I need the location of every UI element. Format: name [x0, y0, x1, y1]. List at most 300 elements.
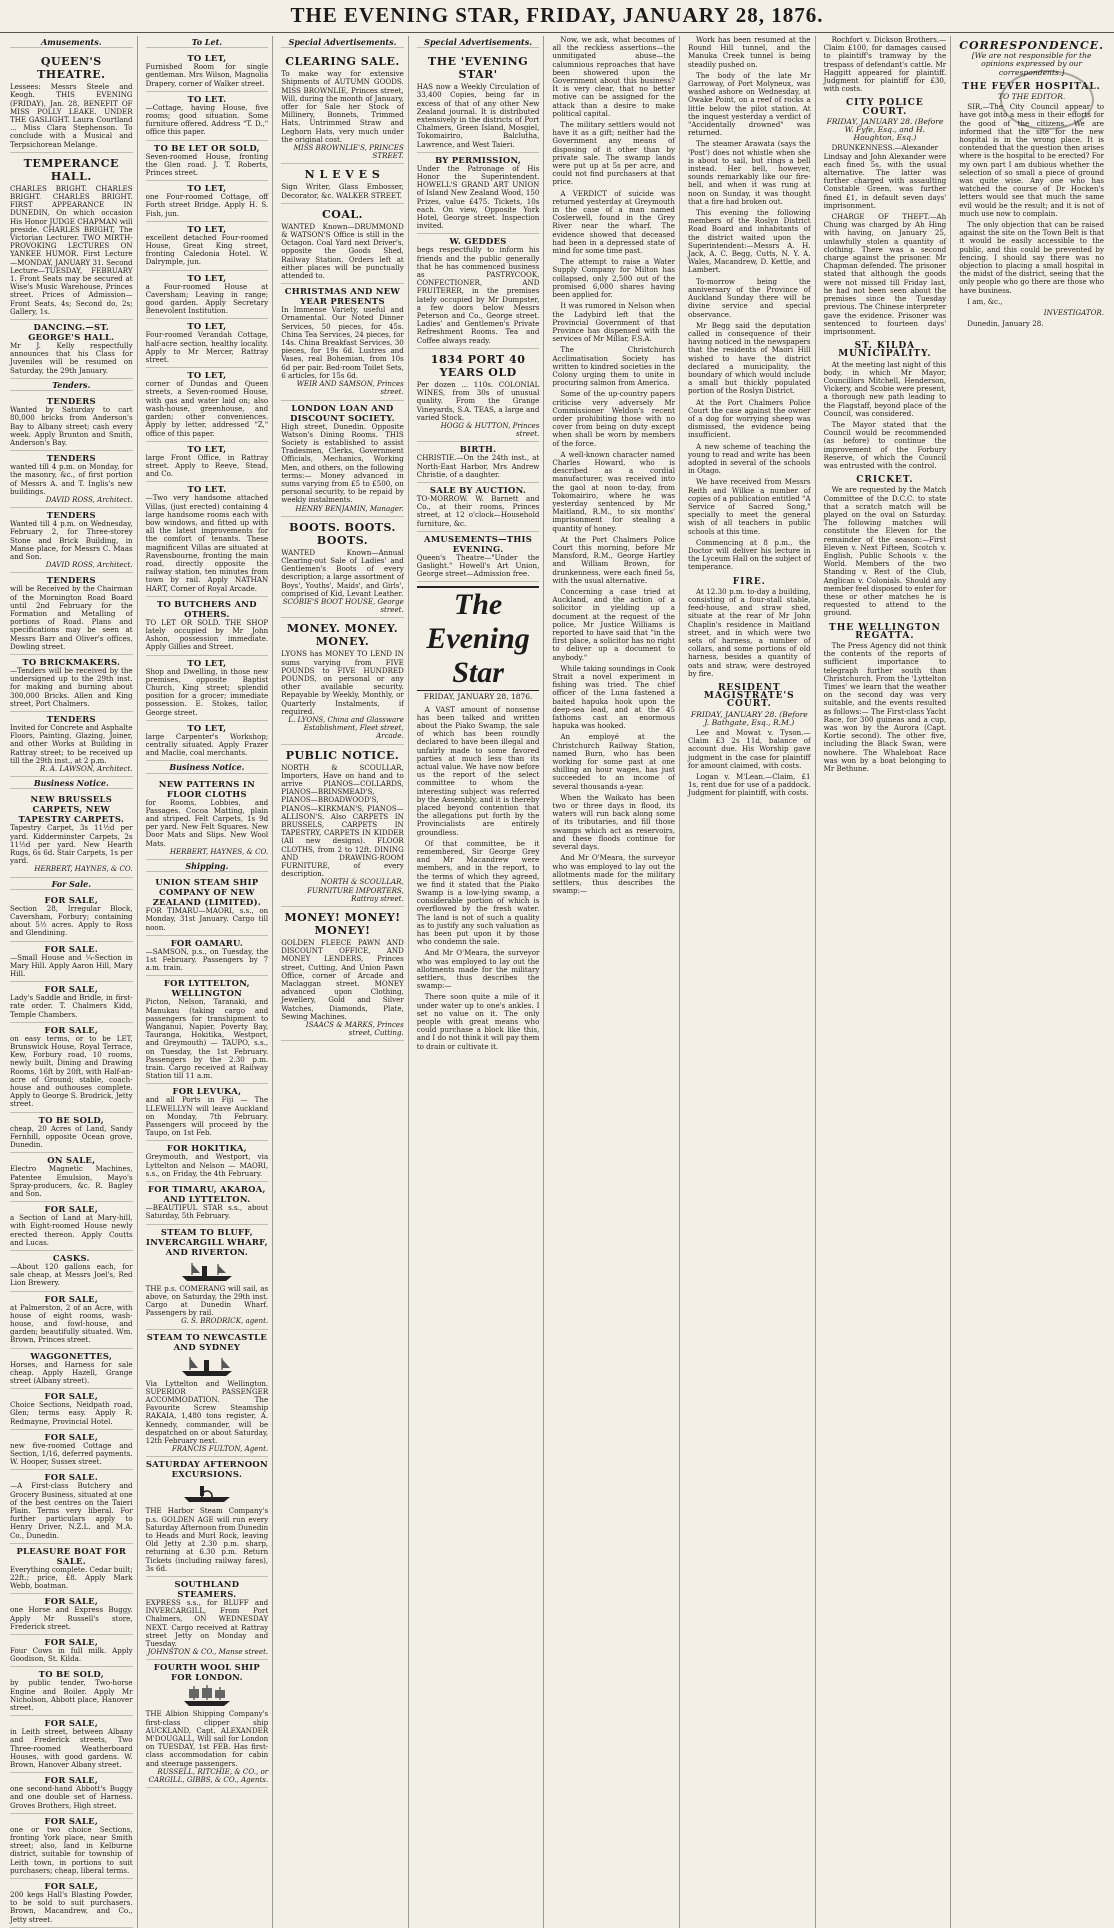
column-4 [413, 36, 545, 1928]
advert-heading: UNION STEAM SHIP COMPANY OF NEW ZEALAND (LIMITED). [152, 877, 262, 908]
advert-heading: WAGGONETTES, [30, 1350, 113, 1361]
advert-shipping [146, 976, 269, 1084]
advert-heading: CASKS. [52, 1252, 90, 1263]
advert-body: a Section of Land at Mary-hill, with Eight-roomed House newly erected thereon. Apply Coutts and Lucas. [10, 1213, 133, 1247]
advert-brickmakers [10, 655, 133, 712]
section-heading-business: Business Notice. [146, 763, 269, 773]
advert-body: on easy terms, or to be LET, Brunswick House, Royal Terrace, Kew, Forbury road, 10 rooms, newly built, Dining and Drawing Rooms, 16ft by 20ft, with Half-an-acre of Ground; stable, coach-house and outhouses complete. Apply to George S. Brodrick, Jetty street. [10, 1033, 133, 1109]
advert-body: HAS now a Weekly Circulation of 33,400 Copies, being far in excess of that of any other New Zealand journal. It is distributed extensively in the districts of Port Chalmers, Green Island, Mosgiel, Tokomairiro, Balclutha, Lawrence, and West Taieri. [416, 82, 540, 149]
article-paragraph: This evening the following members of the Roslyn District Road Board and inhabitants of the district waited upon the Superintendent:—Messrs A. H. Jack, A. C. Begg, Cutts, N. Y. A. Wales, Macandrew, D. Kettle, and Lambert. [687, 208, 811, 275]
st-kilda-heading: ST. KILDA MUNICIPALITY. [838, 341, 932, 360]
advert-heading: FOR SALE, [44, 1204, 99, 1215]
advert-heading: FOR SALE, [44, 1391, 99, 1402]
article-paragraph: A well-known character named Charles Howard, who is described as a cordial manufacturer, was received into the gaol at noon to-day, from Tokomairiro, where he was yesterday sentenced by Mr Maitland, R.M., to six months' imprisonment for stealing a quantity of honey. [552, 449, 675, 533]
advert-for-sale [10, 942, 133, 983]
advert-for-sale [10, 1113, 133, 1154]
advert-heading: FOR HOKITIKA, [166, 1143, 247, 1154]
article-paragraph: Now, we ask, what becomes of all the reckless assertions—the unmitigated abuse—the calumnious reproaches that have been showered upon the Government about this business? It is very clear, that no better motive can be assigned for the attack than a desire to make political capital. [552, 35, 675, 118]
advert-heading: FOR TIMARU, AKAROA, AND LYTTELTON. [148, 1184, 266, 1205]
notice-heading: BIRTH. [459, 444, 497, 455]
advert-pastrycook [417, 234, 540, 348]
advert-to-let [146, 319, 269, 368]
advert-body: Wanted till 4 p.m. on Wednesday, February 2, for Three-storey Stone and Brick Building, in Manse place, for Messrs C. Maas and Son. [10, 519, 133, 561]
section-heading-to-let: To Let. [146, 38, 269, 48]
advert-body: Per dozen ... 110s. COLONIAL WINES, from 30s of unusual quality. From the Grange Vineyards, S.A. TEAS, a large and varied Stock. [416, 379, 540, 422]
advert-heading: TO LET, [187, 443, 227, 454]
notice-body: TO-MORROW. W. Barnett and Co., at their rooms, Princes street, at 12 o'clock—Household furniture, &c. [416, 493, 540, 528]
advert-heading: TO LET, [187, 657, 227, 668]
advert-body: a Four-roomed House at Caversham; Leaving in range; good garden. Apply Secretary Benevolent Institution. [145, 281, 269, 316]
advert-shipping [146, 936, 269, 977]
advert-excursions [146, 1457, 269, 1577]
advert-body: Shop and Dwelling, in those new premises, opposite Baptist Church, King street; splendid position for a grocer; immediate possession. E. Stokes, tailor, George street. [145, 666, 269, 717]
advert-heading: FOURTH WOOL SHIP FOR LONDON. [153, 1662, 260, 1683]
advert-to-let [146, 482, 269, 596]
advert-heading: TENDERS [46, 453, 96, 464]
article-paragraph: And Mr O'Meara, the surveyor who was employed to lay out the allotments made for the military settlers, thus describes the swamp:— [416, 948, 540, 991]
article-paragraph: Lee and Mowat v. Tyson.—Claim £3 2s 11d, balance of account due. His Worship gave judgment in the case for plaintiff for amount claimed, with costs. [687, 728, 811, 770]
advert-pianos [281, 745, 404, 907]
advert-body: TO LET OR SOLD. THE SHOP lately occupied by Mr John Ashon, possession immediate. Apply Gillies and Street. [145, 617, 269, 652]
article-paragraph: Concerning a case tried at Auckland, and the action of a solicitor in yielding up a document at the request of the police, Mr Justice Williams is reported to have said that "in the first place, a solicitor has no right to deliver up a document to anybody." [552, 587, 675, 662]
advert-heading: FOR SALE, [44, 1024, 99, 1035]
advert-body: FOR TIMARU—MAORI, s.s., on Monday, 31st January. Cargo till noon. [145, 906, 269, 932]
advert-tender [10, 451, 133, 508]
advert-body: THE Albion Shipping Company's first-class clipper ship AUCKLAND, Capt. ALEXANDER M'DOUGALL, Will sail for London on TUESDAY, 1st FEB. Has first-class accommodation for cabin and steerage passengers. [145, 1709, 269, 1768]
article-paragraph: DRUNKENNESS.—Alexander Lindsay and John Alexander were each fined 5s, with the usual alternative. The latter was further charged with assaulting Constable Green, was further fined £1, in default seven days' imprisonment. [823, 143, 947, 210]
advert-to-let [146, 721, 269, 762]
article-paragraph: While taking soundings in Cook Strait a novel experiment in fishing was tried. The chief officer of the Luna fastened a baited hapuka hook upon the deep-sea lead, and at the 45 fathoms cast an enormous hapuka was hooked. [552, 663, 675, 731]
article-paragraph: A VAST amount of nonsense has been talked and written about the Piako Swamp, the sale of which has been roundly declared to have been illegal and unfairly made to some favored parties at much less than its actual value. We have now before us the report of the select committee to whom the interesting subject was referred by the Assembly, and it is thereby placed beyond contention that the allegations put forth by the Provincialists are entirely groundless. [416, 704, 540, 837]
advert-for-sale [10, 893, 133, 942]
advert-body: Seven-roomed House, fronting the Glen road. J. T. Roberts, Princes street. [145, 151, 269, 178]
advert-heading: FOR SALE, [44, 1775, 99, 1786]
advert-heading: TO BE SOLD, [38, 1114, 104, 1125]
advert-art-union [417, 153, 540, 235]
advert-body: Furnished Room for single gentleman. Mrs Wilson, Magnolia Drapery, corner of Walker street. [145, 62, 269, 88]
article-paragraph: The military settlers would not have it as a gift; neither had the Government any means of disposing of it other than by private sale. The swamp lands were put up at 5s per acre, and could not find purchasers at that price. [552, 120, 675, 187]
advert-body: large Front Office, in Rattray street. Apply to Reeve, Stead, and Co. [145, 452, 269, 479]
advert-body: new five-roomed Cottage and Section, 1/16, deferred payments. W. Hooper, Sussex street. [10, 1440, 133, 1467]
article-paragraph: The attempt to raise a Water Supply Company for Milton has collapsed, only 2,500 out of the promised 6,000 shares having been applied for. [552, 257, 675, 300]
advert-body: —SAMSON, p.s., on Tuesday, the 1st February. Passengers by 7 a.m. train. [145, 946, 269, 973]
advert-to-let [146, 442, 269, 483]
advert-signature: HOGG & HUTTON, Princes street. [440, 420, 540, 439]
advert-heading: FOR LEVUKA, [172, 1086, 242, 1097]
leading-article [417, 706, 540, 1051]
advert-heading: TO BUTCHERS AND OTHERS. [156, 598, 257, 619]
advert-body: in Leith street, between Albany and Frederick streets, Two Three-roomed Weatherboard Houses, with good gardens. W. Brown, Hanover Albany street. [10, 1727, 133, 1770]
notice-birth [417, 442, 540, 483]
advert-heading: BY PERMISSION, [435, 154, 522, 165]
advert-carpets [10, 792, 133, 877]
advert-signature: SCOBIE'S BOOT HOUSE, George street. [282, 596, 404, 615]
advert-heading: FOR SALE. [44, 1472, 99, 1483]
advert-signature: DAVID ROSS, Architect. [45, 560, 133, 570]
advert-heading: 1834 PORT 40 YEARS OLD [430, 352, 526, 379]
advert-loan-society [281, 401, 404, 517]
article-paragraph: It was rumored in Nelson when the Ladybird left that the Provincial Government of that Province has dispensed with the services of Mr Millar, F.S.A. [552, 301, 675, 344]
column-2 [142, 36, 274, 1928]
advert-signature: DAVID ROSS, Architect. [45, 494, 133, 504]
advert-heading: SATURDAY AFTERNOON EXCURSIONS. [145, 1459, 268, 1480]
advert-for-sale [10, 1879, 133, 1928]
advert-heading: TO BE LET OR SOLD, [153, 142, 260, 153]
advert-heading: TO LET, [187, 272, 227, 283]
advert-heading: PLEASURE BOAT FOR SALE. [16, 1545, 127, 1566]
advert-body: Mr J. Kelly respectfully announces that his Class for Juveniles will be resumed on Saturday, the 29th January. [10, 341, 133, 375]
advert-for-sale [10, 1716, 133, 1773]
advert-for-sale [10, 1202, 133, 1251]
advert-body: one Four-roomed Cottage, off Forth street Bridge. Apply H. S. Fish, jun. [145, 192, 269, 218]
advert-heading: TO LET. [187, 93, 227, 104]
article-paragraph: A new scheme of teaching the young to read and write has been adopted in several of the schools in Otago. [687, 441, 811, 476]
advert-body: THE p.s. COMERANG will sail, as above, on Saturday, the 29th inst. Cargo at Dunedin Wharf. Passengers by rail. [145, 1283, 269, 1318]
advert-body: Lessees: Messrs Steele and Keogh. THIS EVENING (FRIDAY), Jan. 28, BENEFIT OF MISS POLLY LEAKE. UNDER THE GASLIGHT. Laura Courtland ... Miss Clara Stephenson. To conclude with a Musical and Terpsichorean Melange. [10, 82, 133, 149]
advert-heading: TEMPERANCE HALL. [23, 156, 119, 183]
advert-heading: TO LET, [187, 183, 227, 194]
advert-heading: FOR SALE, [44, 1718, 99, 1729]
advert-signature: RUSSELL, RITCHIE, & CO., or CARGILL, GIBBS, & CO., Agents. [148, 1766, 269, 1785]
advert-dancing [10, 320, 133, 379]
advert-for-sale [10, 1773, 133, 1814]
article-paragraph: The Christchurch Acclimatisation Society has written to kindred societies in the Colony urging them to unite in procuring salmon from America. [552, 345, 675, 388]
advert-body: Electro Magnetic Machines, Patentee Emulsion, Mayo's Spray-producers, &c. R. Bagley and Son. [10, 1164, 133, 1198]
advert-golden-fleece [281, 907, 404, 1041]
advert-shipping [146, 1084, 269, 1141]
advert-body: Choice Sections, Neidpath road, Glen; terms easy. Apply R. Redmayne, Provincial Hotel. [10, 1400, 133, 1426]
police-court-date: FRIDAY, JANUARY 28. (Before W. Fyfe, Esq., and H. Houghton, Esq.) [826, 116, 944, 143]
advert-heading: BOOTS. BOOTS. BOOTS. [289, 520, 396, 547]
column-5 [548, 36, 680, 1928]
advert-signature: MISS BROWNLIE'S, PRINCES STREET. [293, 143, 404, 161]
court-heading: RESIDENT MAGISTRATE'S COURT. [703, 683, 795, 710]
advert-floor-cloths [146, 777, 269, 860]
advert-signature: R. A. LAWSON, Architect. [39, 764, 133, 773]
advert-for-sale [10, 1544, 133, 1595]
advert-body: Four Cows in full milk. Apply Goodison, St. Kilda. [10, 1646, 133, 1664]
section-heading-special: Special Advertisements. [281, 38, 404, 48]
advert-heading: FOR SALE, [44, 894, 99, 905]
article-paragraph: At the Port Chalmers Police Court the case against the owner of a dog for worrying sheep was dismissed, the evidence being insufficient. [687, 397, 811, 440]
advert-to-let [146, 51, 269, 92]
advert-to-let [146, 656, 269, 721]
masthead [0, 0, 1114, 33]
article-paragraph: We are requested by the Match Committee of the D.C.C. to state that a scratch match will be played on the oval on Saturday. The following matches will constitute the Eleven for the remainder of the season:—First Eleven v. Next Fifteen, Scotch v. English, Public Schools v. the World. Members of the two Standing v. Rest of the Club, Anglican v. Colonials. Should any member feel disposed to enter for these or other matches he is requested to attend to the ground. [823, 485, 947, 618]
advert-heading: FOR LYTTELTON, WELLINGTON [163, 978, 250, 999]
advert-tender [10, 573, 133, 655]
notice-auction [417, 483, 540, 532]
steamship-icon [178, 1355, 236, 1377]
advert-heading: TENDERS [46, 575, 96, 586]
advert-queens-theatre [10, 51, 133, 153]
article-paragraph: I am, &c., [967, 296, 1003, 306]
article-paragraph: There soon quite a mile of it under water up to one's ankles. I set no value on it. The only people with great means who could purchase a block like this, and I do not think it will pay them to drain or cultivate it. [416, 992, 540, 1051]
letter-place-date: Dunedin, January 28. [967, 319, 1044, 329]
advert-heading: TENDERS [46, 713, 96, 724]
advert-for-sale [10, 1251, 133, 1292]
advert-to-let [146, 368, 269, 441]
column-3 [277, 36, 409, 1928]
advert-body: —BEAUTIFUL STAR s.s., about Saturday, 5th February. [145, 1203, 269, 1221]
advert-body: large Carpenter's Workshop; centrally situated. Apply Frazer and Maclie, coal merchants. [145, 731, 269, 758]
advert-heading: FOR SALE, [44, 984, 99, 995]
advert-body: Picton, Nelson, Taranaki, and Manukau (taking cargo and passengers for transhipment to Wanganui, Napier, Poverty Bay, Tauranga, Hokitika, Westport, and Greymouth) — TAUPO, s.s., on Tuesday, the 1st February. Passengers by the 2.30 p.m. train. Cargo received at Railway Station till 11 a.m. [145, 997, 269, 1081]
section-heading-shipping: Shipping. [146, 862, 269, 872]
advert-body: In Immense Variety, useful and Ornamental. Our Noted Dinner Services, 50 pieces, for 45s. China Tea Services, 24 pieces, for 14s. China Breakfast Services, 30 pieces, for 19s 6d. Lustres and Vases, real Bohemian, from 10s 6d per pair. Bed-room Toilet Sets, 6 articles, for 15s 6d. [281, 305, 404, 380]
newspaper-columns [6, 35, 1108, 1924]
advert-for-sale [10, 1814, 133, 1879]
advert-sign-writer [281, 164, 404, 203]
advert-for-sale [10, 1153, 133, 1202]
advert-heading: LONDON LOAN AND DISCOUNT SOCIETY. [290, 402, 395, 423]
advert-heading: FOR SALE, [44, 1431, 99, 1442]
advert-heading: NEW PATTERNS IN FLOOR CLOTHS [158, 778, 256, 799]
article-paragraph: An employé at the Christchurch Railway Station, named Burn, who has been working for some past at one shilling an hour wages, has just succeeded to an income of several thousands a-year. [552, 732, 675, 791]
article-paragraph: Some of the up-country papers criticise very adversely Mr Commissioner Weldon's recent order prohibiting those with no cover from being on duty except when shall be worn by members of the force. [552, 389, 675, 448]
article-paragraph: To-morrow being the anniversary of the Province of Auckland Sunday there will be divine service and special observance. [687, 276, 811, 319]
advert-heading: TO LET, [187, 370, 227, 381]
news-column [552, 36, 675, 895]
paddle-steamer-icon [178, 1482, 236, 1504]
advert-newcastle-sydney [146, 1330, 269, 1458]
advert-heading: TO LET, [187, 223, 227, 234]
advert-body: Invited for Concrete and Asphalte Floors, Painting, Glazing, Joiner, and other Works at Building in Rattray street; to be received up till the 29th inst., at 2 p.m. [10, 722, 133, 765]
article-paragraph: Rochfort v. Dickson Brothers.—Claim £100, for damages caused to plaintiff's tramway by the trespass of defendant's cattle. Mr Haggitt appeared for plaintiff. Judgment for plaintiff for £30, with costs. [823, 35, 947, 94]
advert-heading: MONEY! MONEY! MONEY! [284, 911, 401, 938]
advert-body: —Cottage, having House, five rooms; good situation. Some furniture offered. Address "T. D.," office this paper. [145, 102, 269, 137]
column-6 [684, 36, 816, 1928]
article-paragraph: When the Waikato has been two or three days in flood, its waters will run back along some of its tributaries, and fill those swamps which act as reservoirs, and these floods continue for several days. [552, 792, 675, 852]
notice-amusements [417, 532, 540, 583]
advert-heading: PUBLIC NOTICE. [285, 748, 400, 762]
advert-heading: DANCING.—ST. GEORGE'S HALL. [28, 322, 115, 343]
advert-for-sale [10, 1292, 133, 1349]
article-paragraph: Logan v. M'Lean.—Claim, £1 1s, rent due for use of a paddock. Judgment for plaintiff, with costs. [687, 772, 811, 798]
advert-boots [281, 517, 404, 619]
advert-heading: FOR SALE, [44, 1637, 99, 1648]
advert-body: and all Ports in Fiji — The LLEWELLYN will leave Auckland on Monday, 7th February. Passengers will proceed by the Taupo, on 1st Feb. [145, 1095, 269, 1138]
advert-wool-ship-london [146, 1660, 269, 1788]
advert-body: Wanted by Saturday to cart 80,000 bricks from Anderson's Bay to Albany street; cash every week. Apply Brunton and Smith, Anderson's Bay. [10, 405, 133, 447]
advert-heading: QUEEN'S THEATRE. [37, 55, 106, 82]
advert-for-sale [10, 1023, 133, 1113]
advert-tender [10, 394, 133, 451]
advert-for-sale [10, 1667, 133, 1716]
advert-tender [10, 712, 133, 777]
advert-heading: SOUTHLAND STEAMERS. [174, 1578, 240, 1599]
article-paragraph: At 12.30 p.m. to-day a building, consisting of a four-stall stable, feed-house, and straw shed, situate at the rear of Mr John Chaplin's residence in Maitland street, and in which were two sets of harness, a number of collars, and some portions of old harness, besides a quantity of oats and straw, were destroyed by fire. [687, 586, 811, 678]
article-paragraph: At the Port Chalmers Police Court this morning, before Mr Mansford, R.M., George Hartley and William Brown, for drunkenness, were each fined 5s, with the usual alternative. [552, 534, 675, 585]
advert-body: one Horse and Express Buggy. Apply Mr Russell's store, Frederick street. [10, 1605, 133, 1631]
advert-body: Four-roomed Verandah Cottage, half-acre section, healthy locality. Apply to Mr Mercer, Rattray street. [145, 330, 269, 365]
advert-shipping [146, 1141, 269, 1182]
article-paragraph: SIR,—The City Council appear to have got into a mess in their efforts for the good of the citizens. We are informed that the site for the new hospital is in the wrong place. It is contended that the question then arises where is the hospital to be erected? For my own part I am dubious whether the selection of so small a piece of ground was quite wise. Any one who has watched the course of Dr Hocken's letters would see that much the same evil would be the result; and it is not of much use now to complain. [959, 102, 1104, 218]
advert-southland-steamers [146, 1577, 269, 1660]
advert-heading: TO BE SOLD, [38, 1669, 104, 1680]
advert-body: Greymouth, and Westport, via Lyttelton and Nelson — MAORI, s.s., on Friday, the 4th February. [145, 1152, 269, 1178]
advert-to-let [146, 141, 269, 182]
advert-heading: TO LET, [187, 722, 227, 733]
column-7 [820, 36, 952, 1928]
advert-signature: NORTH & SCOULLAR, FURNITURE IMPORTERS, Rattray street. [307, 877, 404, 903]
regatta-heading: THE WELLINGTON REGATTA. [829, 622, 941, 641]
advert-body: 200 kegs Hall's Blasting Powder, to be sold to suit purchasers. Brown, Macandrew, and Co., Jetty street. [10, 1890, 133, 1924]
advert-heading: STEAM TO NEWCASTLE AND SYDNEY [146, 1331, 268, 1352]
news-column [688, 36, 811, 798]
advert-heading: MONEY. MONEY. MONEY. [286, 622, 399, 649]
fever-hospital-heading: THE FEVER HOSPITAL. [962, 81, 1101, 92]
advert-body: wanted till 4 p.m. on Monday, for the masonry, &c., of first portion of Messrs A. and T. Inglis's new buildings. [10, 462, 133, 496]
advert-heading: FOR SALE, [44, 1815, 99, 1826]
advert-heading: CHRISTMAS AND NEW YEAR PRESENTS [284, 286, 401, 307]
advert-coal [281, 204, 404, 284]
advert-body: one or two choice Sections, fronting York place, near Smith street; also, land in Kelburne district, suitable for township of Leith town, in portions to suit purchasers; cheap, liberal terms. [10, 1824, 133, 1875]
advert-heading: FOR SALE, [44, 1881, 99, 1892]
advert-clearing-sale [281, 51, 404, 164]
article-paragraph: A VERDICT of suicide was returned yesterday at Greymouth in the case of a man named Coslerwell, found in the Grey River near the wharf. The evidence showed that deceased had been in a depressed state of mind for some time past. [552, 188, 675, 256]
article-paragraph: The Press Agency did not think the contents of the reports of sufficient importance to telegraph further south than Christchurch. From the 'Lyttelton Times' we learn that the weather on the second day was very suitable, and the events resulted as follows:— The First-class Yacht Race, for 300 guineas and a cup, was won by the Aurora (Capt. Kortie second). The other five, including the Black Swan, were nowhere. The Whaleboat Race was won by a boat belonging to Mr Bethune. [823, 641, 947, 774]
fire-heading: FIRE. [732, 576, 766, 587]
advert-for-sale [10, 1594, 133, 1635]
notice-body: CHRISTIE.—On the 24th inst., at North-East Harbor, Mrs Andrew Christie, of a daughter. [416, 453, 540, 479]
notice-heading: SALE BY AUCTION. [429, 484, 527, 495]
section-heading-special: Special Advertisements. [417, 38, 540, 48]
advert-body: will be Received by the Chairman of the Mornington Road Board until 2nd February for the Formation and Metalling of portions of Road. Plans and specifications may be seen at Messrs Barr and Oliver's offices, Dowling street. [10, 584, 133, 651]
article-paragraph: The Mayor stated that the Council would be recommended (as before) to continue the improvement of the Forbury Reserve, of which the Council was entrusted with the control. [823, 419, 947, 470]
steamship-icon [178, 1260, 236, 1282]
letter-signature: INVESTIGATOR. [1043, 308, 1104, 318]
advert-to-let [146, 597, 269, 656]
advert-for-sale [10, 1470, 133, 1543]
advert-heading: COAL. [322, 207, 363, 221]
advert-to-let [146, 92, 269, 141]
advert-to-let [146, 181, 269, 222]
section-heading-business: Business Notice. [10, 779, 133, 789]
advert-body: excellent detached Four-roomed House, Great King street, fronting Caledonia Hotel. W. Dalrymple, jun. [145, 232, 269, 267]
advert-money-lending [281, 618, 404, 744]
advert-heading: FOR SALE, [44, 1293, 99, 1304]
notice-body: Queen's Theatre—"Under the Gaslight." Howell's Art Union, George street—Admission free. [416, 552, 540, 579]
court-date: FRIDAY, JANUARY 28. (Before J. Bathgate, Esq., R.M.) [690, 709, 808, 727]
news-column [824, 36, 947, 773]
advert-body: Horses, and Harness for sale cheap. Apply Hazell, Grange street (Albany street). [10, 1359, 133, 1385]
advert-body: —A First-class Butchery and Grocery Business, situated at one of the best centres on the Taieri Plain. Terms very liberal. For further particulars apply to Henry Driver, N.Z.L. and M.A. Co., Dunedin. [10, 1481, 133, 1540]
advert-union-steam-ship [146, 875, 269, 936]
advert-evening-star-circulation [417, 51, 540, 153]
advert-body: Lady's Saddle and Bridle, in first-rate order. T. Chalmers Kidd, Temple Chambers. [10, 993, 133, 1019]
advert-temperance-hall [10, 153, 133, 320]
advert-body: To make way for extensive Shipments of AUTUMN GOODS. MISS BROWNLIE, Princes street, Will, during the month of January, offer for Sale her Stock of Millinery, Bonnets, Trimmed Hats, Untrimmed Straw and Leghorn Hats, very much under the original cost. [281, 69, 404, 144]
advert-body: THE Harbor Steam Company's p.s. GOLDEN AGE will run every Saturday Afternoon from Dunedin to Heads and Murl Rock, leaving Old Jetty at 2.30 p.m. sharp, returning at 6.30 p.m. Return Tickets (including railway fares), 3s 6d. [145, 1506, 269, 1573]
advert-body: by public tender, Two-horse Engine and Boiler. Apply Mr Nicholson, Abbott place, Hanover street. [10, 1678, 133, 1713]
article-paragraph: The body of the late Mr Garroway, of Port Molyneux, was washed ashore on Wednesday, at Owake Point, on a reef of rocks a little below the pilot station. At the inquest yesterday a verdict of "Accidentally drowned" was returned. [687, 70, 811, 138]
advert-for-sale [10, 982, 133, 1023]
section-heading-tenders: Tenders. [10, 381, 133, 391]
advert-body: —Tenders will be received by the undersigned up to the 29th inst. for making and burning about 300,000 Bricks. Allen and King street, Port Chalmers. [10, 665, 133, 708]
article-paragraph: CHARGE OF THEFT.—Ah Chung was charged by Ah Hing with having, on January 25, unlawfully stolen a quantity of clothing. There was a second charge against the prisoner. Mr Chapman defended. The prisoner stated that although the goods were not missed till Friday last, he had not been seen about the premises since the Tuesday previous. The Chinese interpreter gave the evidence. Prisoner was sentenced to fourteen days' imprisonment. [823, 212, 947, 336]
column-1 [6, 36, 138, 1928]
advert-for-sale [10, 1430, 133, 1471]
dateline: FRIDAY, JANUARY 28, 1876. [423, 692, 533, 702]
section-heading-for-sale: For Sale. [10, 880, 133, 890]
article-paragraph: The only objection that can be raised against the site on the Town Belt is that it would be easily accessible to the public, and this could be prevented by fencing. I should say there was no objection to placing a small hospital in the midst of the district, seeing that the only people who go there are those who have business. [959, 220, 1104, 295]
article-paragraph: And Mr O'Meara, the surveyor who was employed to lay out the allotments made for the military settlers, thus describes the swamp:— [552, 853, 675, 896]
advert-for-sale [10, 1635, 133, 1667]
advert-to-let [146, 271, 269, 320]
advert-steam-to-bluff [146, 1225, 269, 1330]
article-paragraph: We have received from Messrs Reith and Wilkie a number of copies of a publication entitled "A Service of Sacred Song," specially to meet the general wish of all teachers in public schools at this time. [687, 477, 811, 536]
advert-heading: FOR SALE, [44, 1596, 99, 1607]
advert-heading: N L E V E S [304, 168, 381, 182]
advert-heading: ON SALE, [47, 1155, 96, 1166]
advert-signature: HERBERT, HAYNES, & CO. [169, 846, 269, 856]
article-paragraph: Work has been resumed at the Round Hill tunnel, and the Manuka Creek tunnel is being steadily pushed on. [687, 35, 811, 69]
advert-body: Sign Writer, Glass Embosser, Decorator, &c. WALKER STREET. [281, 182, 404, 200]
advert-body: Everything complete. Cedar built; 22ft.; price, £8. Apply Mark Webb, boatman. [10, 1564, 133, 1591]
advert-body: Section 28, Irregular Block, Caversham, Forbury; containing about 5½ acres. Apply to Ross and Glendining. [10, 903, 133, 938]
advert-body: for Rooms, Lobbies, and Passages. Cocoa Matting, plain and striped. Felt Carpets, 1s 9d per yard. New Felt Squares. New Door Mats and Slips. New Wool Mats. [145, 797, 269, 848]
advert-heading: TO LET. [187, 484, 227, 495]
advert-body: Via Lyttelton and Wellington. SUPERIOR PASSENGER ACCOMMODATION. The Favourite Screw Steamship RAKAIA, 1,480 tons register, A. Kennedy, commander, will be despatched on or about Saturday, 12th February next. [145, 1378, 269, 1445]
advert-signature: ISAACS & MARKS, Princes street, Cutting. [305, 1020, 404, 1038]
advert-to-let [146, 222, 269, 271]
news-column [959, 39, 1104, 329]
advert-signature: L. LYONS, China and Glassware Establishment, Fleet street, Arcade. [288, 714, 404, 741]
letter-salutation: TO THE EDITOR. [997, 92, 1066, 102]
article-paragraph: Mr Begg said the deputation called in consequence of their having noticed in the newspapers that the residents of Maori Hill wished to have the district declared a municipality, the boundary of which would include a small but thickly populated portion of the Roslyn District. [687, 320, 811, 396]
advert-heading: TENDERS [46, 510, 96, 521]
advert-heading: W. GEDDES [449, 236, 507, 247]
police-court-heading: CITY POLICE COURT. [845, 98, 924, 117]
advert-body: LYONS has MONEY TO LEND IN sums varying from FIVE POUNDS to FIVE HUNDRED POUNDS, on personal or any other available security. Repayable by Weekly, Monthly, or Quarterly Instalments, if required. [281, 649, 404, 716]
advert-heading: THE 'EVENING STAR' [428, 55, 529, 82]
correspondence-heading: CORRESPONDENCE. [959, 39, 1104, 52]
cricket-heading: CRICKET. [856, 475, 914, 486]
advert-signature: WEIR AND SAMSON, Princes street. [296, 379, 404, 397]
advert-body: NORTH & SCOULLAR, Importers, Have on hand and to arrive PIANOS—COLLARDS, PIANOS—BRINSMEAD'S, PIANOS—BROADWOOD'S, PIANOS—KIRKMAN'S, PIANOS—ALLISON'S. Also CARPETS IN BRUSSELS, CARPETS IN TAPESTRY, CARPETS IN KIDDER (All new designs). FLOOR CLOTHS, from 2 to 12ft. DINING AND DRAWING-ROOM FURNITURE, of every description. [281, 762, 404, 879]
advert-body: High street, Dunedin. Opposite Watson's Dining Rooms. THIS Society is established to assist Tradesmen, Clerks, Government Officials, Mechanics, Working Men, and others, on the following terms:— Money advanced in sums varying from £5 to £500, on personal security, to be repaid by weekly instalments. [281, 421, 404, 505]
notice-heading: AMUSEMENTS—THIS EVENING. [424, 533, 533, 554]
advert-body: CHARLES BRIGHT. CHARLES BRIGHT. CHARLES BRIGHT. FIRST APPEARANCE IN DUNEDIN, On which occasion His Honor JUDGE CHAPMAN will preside. CHARLES BRIGHT, The Victorian Lecturer. TWO MIRTH-PROVOKING LECTURES ON YANKEE HUMOR. First Lecture—MONDAY, JANUARY 31. Second Lecture—TUESDAY, FEBRUARY 1. Front Seats may be secured at Wise's Music Warehouse, Princes street. Prices of Admission—Front Seats, 4s; Second do, 2s; Gallery, 1s. [10, 183, 133, 316]
section-heading-amusements: Amusements. [10, 38, 133, 48]
advert-signature: JOHNSTON & CO., Manse street. [147, 1647, 269, 1657]
advert-heading: NEW BRUSSELS CARPETS, NEW TAPESTRY CARPETS. [18, 794, 125, 825]
advert-body: begs respectfully to inform his friends and the public generally that he has commenced business as PASTRYCOOK, CONFECTIONER, AND FRUITERER, in the premises lately occupied by Mr Dumpster, a few doors below Messrs Peterson and Co., George street. Ladies' and Gentlemen's Private Refreshment Rooms. Tea and Coffee always ready. [416, 245, 540, 345]
advert-body: EXPRESS s.s., for BLUFF and INVERCARGILL, From Port Chalmers, ON WEDNESDAY NEXT. Cargo received at Rattray street Jetty on Monday and Tuesday. [145, 1597, 269, 1648]
advert-heading: STEAM TO BLUFF, INVERCARGILL WHARF, AND RIVERTON. [145, 1226, 268, 1257]
article-paragraph: Of that committee, be it remembered, Sir George Grey and Mr Macandrew were members, and in the report, to the terms of which they agreed, we find it stated that the Piako Swamp is a low-lying swamp, a considerable portion of which is overflowed by the fresh water. The land is not of such a quality as to justify any such valuation as has been put upon it by those who condemn the sale. [416, 838, 540, 947]
newspaper-nameplate: The Evening Star [417, 586, 540, 691]
advert-port-wine [417, 349, 540, 442]
advert-body: corner of Dundas and Queen streets, a Seven-roomed House, with gas and water laid on; also wash-house, greenhouse, and garden; other conveniences. Apply by letter, addressed "Z," office of this paper. [145, 379, 269, 438]
advert-christmas-presents [281, 284, 404, 400]
advert-heading: CLEARING SALE. [285, 55, 400, 69]
advert-heading: FOR OAMARU. [170, 937, 244, 948]
advert-tender [10, 508, 133, 573]
advert-signature: FRANCIS FULTON, Agent. [171, 1444, 269, 1454]
advert-body: —About 120 gallons each, for sale cheap, at Messrs Joel's, Red Lion Brewery. [10, 1261, 133, 1288]
advert-heading: FOR SALE. [44, 943, 99, 954]
advert-body: one second-hand Abbott's Buggy and one double set of Harness. Groves Brothers, High street. [10, 1784, 133, 1810]
advert-for-sale [10, 1349, 133, 1390]
article-paragraph: Commencing at 8 p.m., the Doctor will deliver his lecture in the Lyceum Hall on the subject of temperance. [687, 537, 811, 572]
correspondence-note: [We are not responsible for the opinions expressed by our correspondents.] [971, 51, 1092, 77]
article-paragraph: The steamer Arawata (says the 'Post') does not whistle when she is about to sail, but rings a bell instead. Her bell, however, sounds remarkably like our fire-bell, and when it was rung at noon on Sunday, it was thought that a fire had broken out. [687, 139, 811, 206]
advert-body: cheap, 20 Acres of Land, Sandy Fernhill, opposite Ocean grove, Dunedin. [10, 1123, 133, 1150]
advert-body: —Two very handsome attached Villas, (just erected) containing 4 large handsome rooms each with bow windows, and fitted up with all the latest improvements for the comfort of tenants. These magnificent Villas are situated at Ravensbourne, fronting the main road, directly opposite the railway station, ten minutes from town by rail. Apply NATHAN HART, Corner of Royal Arcade. [145, 493, 269, 593]
masthead-title: THE EVENING STAR, FRIDAY, JANUARY 28, 1876. [290, 3, 824, 27]
